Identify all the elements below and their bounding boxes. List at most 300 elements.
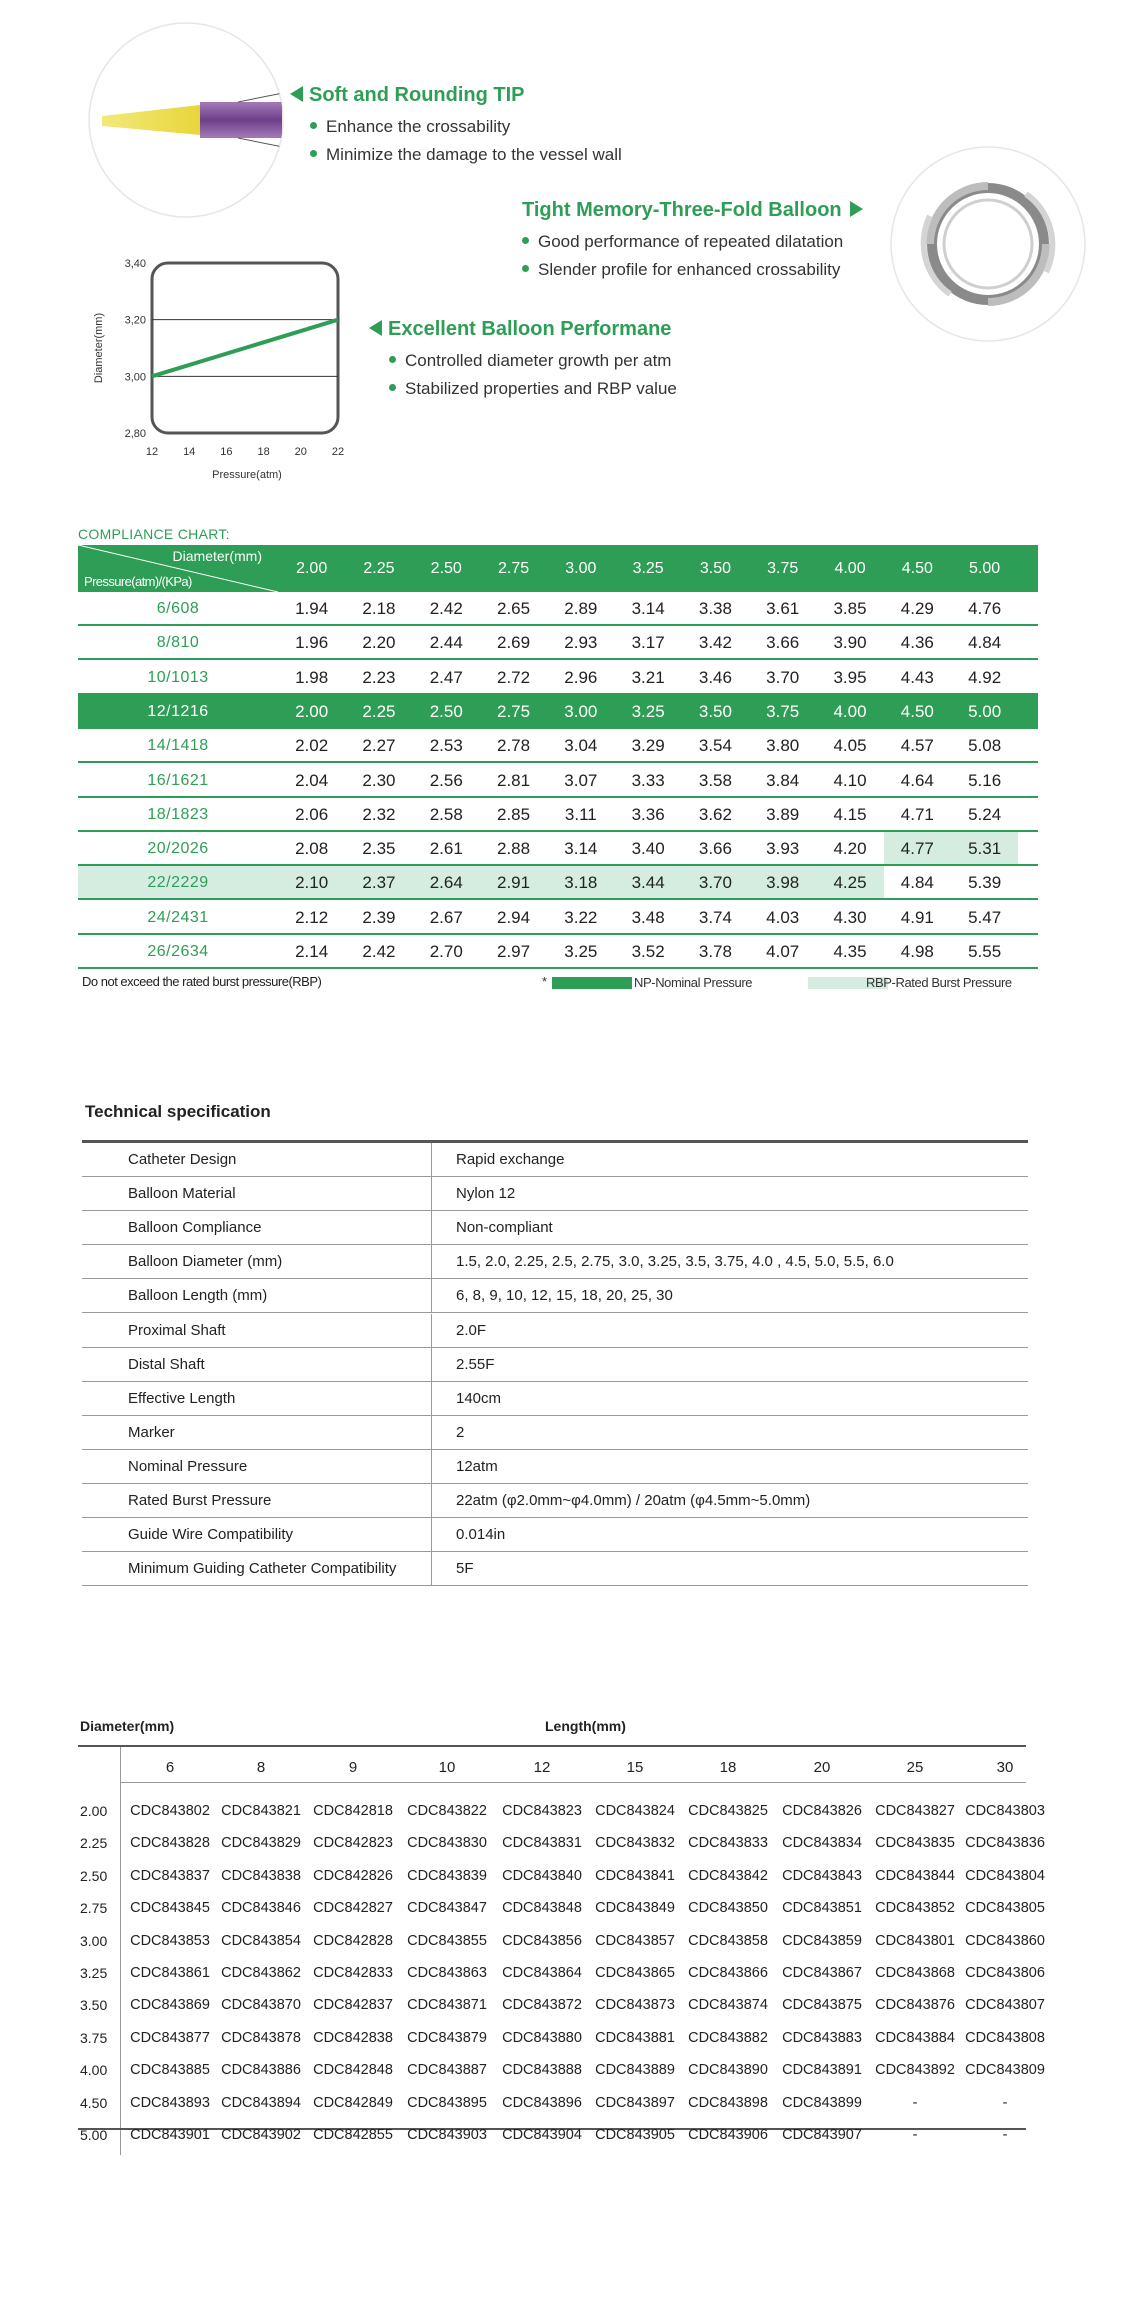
compliance-value-cell: 2.14 (295, 942, 329, 961)
chart-ylabel: Diameter(mm) (93, 312, 105, 384)
catalog-code-cell: CDC843902 (221, 2127, 301, 2143)
spec-key: Guide Wire Compatibility (82, 1518, 432, 1551)
compliance-pressure-cell: 24/2431 (147, 908, 209, 926)
corner-pressure-label: Pressure(atm)/(KPa) (84, 574, 192, 589)
corner-diameter-label: Diameter(mm) (172, 548, 262, 564)
catalog-code-cell: CDC843885 (130, 2062, 210, 2079)
spec-value: 0.014in (456, 1526, 506, 1544)
catalog-code-cell: CDC843892 (875, 2062, 955, 2079)
chart-xtick-label: 20 (294, 446, 307, 458)
arrow-left-icon (290, 86, 303, 102)
compliance-value-cell: 5.24 (968, 804, 1002, 824)
catalog-code-cell: CDC843837 (130, 1867, 210, 1884)
spec-key: Distal Shaft (82, 1348, 432, 1381)
bullet-item: Stabilized properties and RBP value (389, 375, 677, 403)
compliance-value-cell: 3.33 (631, 770, 665, 790)
compliance-pressure-cell: 22/2229 (78, 866, 278, 898)
compliance-value-cell: 4.92 (968, 667, 1002, 687)
catalog-length-col-header: 15 (626, 1759, 644, 1776)
compliance-value-cell: 4.15 (833, 804, 867, 824)
compliance-value-cell: 5.16 (968, 770, 1002, 790)
compliance-value-cell: 3.74 (698, 907, 732, 927)
catalog-code-cell: CDC842828 (313, 1932, 393, 1949)
feature-tip-bullets (310, 113, 622, 169)
catalog-code-cell: CDC843806 (965, 1965, 1045, 1981)
catalog-code-cell: CDC843850 (688, 1900, 768, 1917)
catalog-code-cell: CDC843889 (595, 2062, 675, 2079)
catalog-length-col-header: 30 (996, 1759, 1014, 1776)
compliance-value-cell: 4.10 (833, 770, 867, 790)
spec-key: Balloon Compliance (82, 1211, 432, 1244)
spec-row (82, 1143, 1028, 1177)
compliance-value-cell: 3.14 (631, 599, 665, 618)
compliance-value-cell: 4.00 (833, 701, 867, 721)
catalog-code-cell: CDC843839 (407, 1867, 487, 1884)
compliance-value-cell: 2.94 (496, 907, 531, 927)
compliance-value-cell: 2.65 (496, 599, 531, 618)
catalog-code-cell: CDC843874 (688, 1997, 768, 2014)
tip-illustration (88, 22, 284, 218)
compliance-value-cell: 2.00 (295, 701, 329, 721)
compliance-value-cell: 3.38 (698, 599, 732, 618)
compliance-value-cell: 2.69 (496, 633, 531, 653)
catalog-code-cell: CDC843859 (782, 1932, 862, 1949)
compliance-value-cell: 4.03 (766, 907, 800, 927)
catalog-diameter-cell: 2.50 (80, 1867, 108, 1884)
compliance-value-cell: 3.17 (631, 633, 665, 653)
catalog-code-cell: CDC843865 (595, 1965, 675, 1981)
compliance-value-cell: 2.27 (362, 736, 396, 756)
compliance-value-cell: 4.25 (816, 866, 883, 898)
spec-title: Technical specification (85, 1102, 271, 1121)
catalog-top-rule (78, 1745, 1026, 1747)
catalog-code-cell: CDC843903 (407, 2127, 487, 2143)
catalog-code-cell: CDC843832 (595, 1835, 675, 1852)
compliance-value-cell: 4.77 (884, 832, 951, 864)
feature-balloon (522, 199, 863, 284)
catalog-code-cell: CDC843830 (407, 1835, 487, 1852)
compliance-value-cell: 5.55 (968, 942, 1002, 961)
chart-xtick-label: 18 (257, 446, 270, 458)
catalog-diameter-cell: 2.25 (80, 1835, 108, 1852)
compliance-value-cell: 2.25 (362, 701, 396, 721)
catalog-code-cell: CDC842855 (313, 2127, 393, 2143)
compliance-value-cell: 2.12 (295, 907, 329, 927)
compliance-value-cell: 2.44 (429, 633, 463, 653)
catalog-length-col-header: 25 (906, 1759, 924, 1776)
chart-svg (80, 255, 370, 495)
catalog-code-cell: CDC843844 (875, 1867, 955, 1884)
catalog-code-cell: CDC843829 (221, 1835, 301, 1852)
compliance-value-cell: 4.20 (833, 839, 867, 859)
catalog-row (78, 1989, 1048, 2021)
compliance-pressure-cell: 14/1418 (147, 737, 209, 755)
spec-row (82, 1552, 1028, 1586)
catalog-code-cell: CDC843826 (782, 1803, 862, 1819)
catalog-code-cell: CDC843884 (875, 2029, 955, 2046)
compliance-value-cell: 5.47 (968, 907, 1002, 927)
catalog-code-cell: CDC843807 (965, 1997, 1045, 2014)
compliance-row (78, 695, 1038, 729)
catalog-code-cell: CDC842838 (313, 2029, 393, 2046)
legend-asterisk: * (542, 974, 548, 989)
compliance-value-cell: 3.50 (698, 701, 732, 721)
catalog-diameter-cell: 3.75 (80, 2029, 108, 2046)
spec-key: Balloon Length (mm) (82, 1279, 432, 1312)
compliance-value-cell: 2.81 (496, 770, 531, 790)
catalog-code-cell: CDC843860 (965, 1932, 1045, 1949)
catalog-code-cell: CDC843855 (407, 1932, 487, 1949)
compliance-value-cell: 4.64 (900, 770, 934, 790)
spec-value: 2.0F (456, 1321, 487, 1339)
compliance-value-cell: 2.35 (362, 839, 396, 859)
compliance-value-cell: 3.52 (631, 942, 665, 961)
catalog-code-cell: CDC843835 (875, 1835, 955, 1852)
compliance-pressure-cell: 8/810 (156, 634, 200, 652)
compliance-value-cell: 4.05 (833, 736, 867, 756)
compliance-value-cell: 2.75 (496, 701, 531, 721)
compliance-pressure-cell: 18/1823 (147, 805, 209, 823)
compliance-value-cell: 2.64 (413, 866, 480, 898)
chart-ytick-label: 3,20 (124, 314, 146, 327)
compliance-value-cell: 4.57 (900, 736, 934, 756)
compliance-value-cell: 2.91 (480, 866, 547, 898)
catalog-length-col-header: 12 (533, 1759, 551, 1776)
compliance-value-cell: 3.75 (766, 701, 800, 721)
spec-key: Marker (82, 1416, 432, 1449)
catalog-diameter-cell: 3.50 (80, 1997, 108, 2014)
catalog-code-cell: CDC843881 (595, 2029, 675, 2046)
spec-row (82, 1245, 1028, 1279)
compliance-row (78, 832, 1038, 866)
catalog-code-cell: CDC843890 (688, 2062, 768, 2079)
compliance-value-cell: 3.61 (766, 599, 800, 618)
compliance-value-cell: 3.84 (766, 770, 800, 790)
spec-key: Balloon Material (82, 1177, 432, 1210)
catheter-tip-icon (88, 22, 284, 218)
compliance-value-cell: 3.46 (698, 667, 732, 687)
catalog-code-cell: CDC842823 (313, 1835, 393, 1852)
compliance-value-cell: 2.47 (429, 667, 463, 687)
spec-row (82, 1211, 1028, 1245)
legend-rbp-label: RBP-Rated Burst Pressure (866, 975, 1012, 990)
catalog-code-cell: CDC843833 (688, 1835, 768, 1852)
spec-value: 140cm (456, 1389, 502, 1407)
compliance-header (78, 545, 1038, 592)
feature-balloon-title: Tight Memory-Three-Fold Balloon (522, 199, 863, 222)
spec-row (82, 1348, 1028, 1382)
catalog-diameter-cell: 3.00 (80, 1932, 108, 1949)
compliance-diameter-header: 2.00 (296, 560, 328, 577)
compliance-value-cell: 2.30 (362, 770, 396, 790)
compliance-value-cell: 2.78 (496, 736, 531, 756)
spec-value: 5F (456, 1560, 474, 1578)
catalog-code-cell: CDC843825 (688, 1803, 768, 1819)
compliance-value-cell: 3.93 (766, 839, 800, 859)
catalog-code-cell: CDC843858 (688, 1932, 768, 1949)
compliance-value-cell: 3.21 (631, 667, 665, 687)
spec-value: 2 (456, 1423, 465, 1441)
chart-xtick-label: 14 (183, 446, 196, 458)
catalog-code-cell: CDC842833 (313, 1965, 393, 1981)
catalog-code-cell: CDC843827 (875, 1803, 955, 1819)
chart-xtick-label: 16 (220, 446, 233, 458)
compliance-value-cell: 3.54 (698, 736, 732, 756)
spec-key: Catheter Design (82, 1143, 432, 1176)
catalog-diameter-cell: 4.00 (80, 2062, 108, 2079)
catalog-code-cell: CDC843804 (965, 1867, 1045, 1884)
catalog-row (78, 2054, 1048, 2086)
compliance-chart-label: COMPLIANCE CHART: (78, 526, 230, 542)
spec-row (82, 1450, 1028, 1484)
catalog-code-cell: CDC843882 (688, 2029, 768, 2046)
catalog-code-cell: CDC843871 (407, 1997, 487, 2014)
feature-balloon-bullets (522, 228, 863, 284)
compliance-value-cell: 2.61 (429, 839, 463, 859)
catalog-code-cell: CDC843854 (221, 1932, 301, 1949)
compliance-value-cell: 3.62 (698, 804, 732, 824)
catalog-code-cell: CDC843841 (595, 1867, 675, 1884)
compliance-value-cell: 5.00 (968, 701, 1002, 721)
catalog-row (78, 1795, 1048, 1827)
spec-value: Nylon 12 (456, 1185, 516, 1203)
catalog-code-cell: CDC843838 (221, 1867, 301, 1884)
compliance-value-cell: 3.42 (698, 633, 732, 653)
bullet-item: Slender profile for enhanced crossability (522, 256, 863, 284)
compliance-value-cell: 3.66 (698, 839, 732, 859)
compliance-value-cell: 2.32 (362, 804, 396, 824)
chart-ytick-label: 2,80 (124, 428, 146, 440)
compliance-diameter-header: 3.50 (699, 560, 731, 577)
catalog-code-cell: CDC843872 (502, 1997, 582, 2014)
chart-xtick-label: 12 (145, 446, 159, 458)
compliance-value-cell: 3.48 (631, 907, 665, 927)
catalog-code-cell: CDC843883 (782, 2029, 862, 2046)
spec-key: Balloon Diameter (mm) (82, 1245, 432, 1278)
spec-value: 12atm (456, 1457, 498, 1475)
catalog-length-col-header: 6 (165, 1759, 175, 1776)
catalog-code-cell: CDC842848 (313, 2062, 393, 2079)
arrow-left-icon (369, 320, 382, 336)
compliance-pressure-cell: 12/1216 (147, 702, 209, 720)
spec-value: 1.5, 2.0, 2.25, 2.5, 2.75, 3.0, 3.25, 3.5, 3.75, 4.0 , 4.5, 5.0, 5.5, 6.0 (456, 1253, 894, 1271)
compliance-value-cell: 3.80 (766, 736, 800, 756)
compliance-value-cell: 2.42 (429, 599, 463, 618)
catalog-code-cell: CDC843809 (965, 2062, 1045, 2079)
spec-value: 6, 8, 9, 10, 12, 15, 18, 20, 25, 30 (456, 1287, 673, 1305)
feature-performance-bullets (389, 347, 677, 403)
bullet-item: Enhance the crossability (310, 113, 622, 141)
compliance-diameter-header: 2.75 (497, 560, 530, 577)
catalog-row (78, 1827, 1048, 1859)
catalog-length-col-header: 18 (719, 1759, 737, 1776)
catalog-row (78, 1957, 1048, 1989)
catalog-code-cell: CDC843907 (782, 2127, 862, 2143)
catalog-code-cell: CDC843834 (782, 1835, 862, 1852)
catalog-length-col-header: 20 (813, 1759, 831, 1776)
compliance-pressure-cell: 26/2634 (147, 943, 209, 960)
compliance-value-cell: 2.58 (429, 804, 463, 824)
compliance-value-cell: 2.06 (295, 804, 329, 824)
catalog-code-cell: CDC843894 (221, 2094, 301, 2111)
catalog-code-cell: CDC843905 (595, 2127, 675, 2143)
compliance-value-cell: 3.58 (698, 770, 732, 790)
spec-row (82, 1484, 1028, 1518)
catalog-row (78, 2119, 1048, 2151)
compliance-row (78, 764, 1038, 798)
catalog-code-cell: CDC843836 (965, 1835, 1045, 1852)
compliance-value-cell: 3.85 (833, 599, 867, 618)
compliance-row (78, 626, 1038, 660)
catalog-code-cell: CDC842826 (313, 1867, 393, 1884)
compliance-pressure-cell: 10/1013 (147, 668, 209, 686)
catalog-code-cell: CDC843801 (875, 1932, 955, 1949)
compliance-value-cell: 3.70 (682, 866, 749, 898)
catalog-header-rule (120, 1782, 1026, 1783)
compliance-value-cell: 3.18 (547, 866, 614, 898)
compliance-row (78, 866, 1038, 900)
compliance-value-cell: 3.40 (631, 839, 665, 859)
compliance-value-cell: 2.20 (362, 633, 396, 653)
catalog-code-cell: CDC843852 (875, 1900, 955, 1917)
compliance-value-cell: 4.07 (766, 942, 800, 961)
catalog-code-cell: CDC843849 (595, 1900, 675, 1917)
chart-xtick-label: 22 (331, 446, 345, 458)
compliance-value-cell: 3.90 (833, 633, 867, 653)
legend-np-swatch (552, 977, 632, 989)
spec-row (82, 1177, 1028, 1211)
catalog-code-cell: CDC843845 (130, 1900, 210, 1917)
compliance-value-cell: 3.36 (631, 804, 665, 824)
compliance-diameter-header: 2.50 (430, 560, 462, 577)
catalog-code-cell: CDC843877 (130, 2029, 210, 2046)
catalog-code-cell: CDC842827 (313, 1900, 393, 1917)
compliance-value-cell: 2.67 (429, 907, 463, 927)
compliance-value-cell: 4.29 (900, 599, 934, 618)
spec-key: Nominal Pressure (82, 1450, 432, 1483)
compliance-value-cell: 2.08 (295, 839, 329, 859)
catalog-code-cell: CDC843896 (502, 2094, 582, 2111)
compliance-row (78, 798, 1038, 832)
compliance-value-cell: 2.42 (362, 942, 396, 961)
compliance-row (78, 661, 1038, 695)
catalog-diameter-cell: 3.25 (80, 1965, 108, 1981)
balloon-illustration (890, 146, 1086, 342)
compliance-value-cell: 3.70 (766, 667, 800, 687)
compliance-value-cell: 2.53 (429, 736, 463, 756)
catalog-code-cell: CDC843867 (782, 1965, 862, 1981)
bullet-item: Minimize the damage to the vessel wall (310, 141, 622, 169)
catalog-code-cell: - (912, 2094, 918, 2111)
catalog-code-cell: CDC843823 (502, 1803, 582, 1819)
compliance-value-cell: 4.30 (833, 907, 867, 927)
catalog-code-cell: CDC843856 (502, 1932, 582, 1949)
catalog-code-cell: CDC843878 (221, 2029, 301, 2046)
catalog-code-cell: CDC843864 (502, 1965, 582, 1981)
compliance-value-cell: 2.72 (496, 667, 531, 687)
compliance-value-cell: 3.44 (614, 866, 681, 898)
compliance-value-cell: 2.37 (345, 866, 412, 898)
catalog-row (78, 2022, 1048, 2054)
spec-value: Rapid exchange (456, 1151, 565, 1168)
catalog-code-cell: CDC842837 (313, 1997, 393, 2014)
catalog-code-cell: CDC843901 (130, 2127, 210, 2143)
compliance-diameter-header: 4.00 (834, 560, 866, 577)
catalog-code-cell: CDC843828 (130, 1835, 210, 1852)
catalog-code-cell: - (1002, 2127, 1008, 2143)
compliance-value-cell: 3.25 (631, 701, 665, 721)
catalog-code-cell: CDC843873 (595, 1997, 675, 2014)
chart-ytick-label: 3,40 (124, 258, 146, 270)
compliance-value-cell: 4.76 (968, 599, 1002, 618)
compliance-value-cell: 3.98 (749, 866, 816, 898)
folded-balloon-icon (890, 146, 1086, 342)
compliance-diameter-header: 5.00 (969, 560, 1001, 577)
catalog-code-cell: CDC842818 (313, 1803, 393, 1819)
catalog-code-cell: CDC843822 (407, 1803, 487, 1819)
compliance-value-cell: 2.56 (429, 770, 463, 790)
catalog-code-cell: CDC843848 (502, 1900, 582, 1917)
feature-tip (290, 84, 622, 169)
compliance-footnote: Do not exceed the rated burst pressure(RBP) (82, 974, 322, 989)
catalog-code-cell: CDC843893 (130, 2094, 210, 2111)
catalog-row (78, 1925, 1048, 1957)
compliance-pressure-cell: 20/2026 (147, 840, 209, 858)
catalog-code-cell: CDC843886 (221, 2062, 301, 2079)
compliance-value-cell: 3.00 (564, 701, 598, 721)
spec-row (82, 1279, 1028, 1313)
spec-key: Rated Burst Pressure (82, 1484, 432, 1517)
catalog-length-col-header: 10 (438, 1759, 456, 1776)
catalog-code-cell: CDC843879 (407, 2029, 487, 2046)
compliance-value-cell: 4.36 (900, 633, 934, 653)
catalog-code-cell: CDC843888 (502, 2062, 582, 2079)
catalog-length-col-header: 9 (348, 1759, 358, 1776)
compliance-value-cell: 4.71 (900, 804, 934, 824)
catalog-code-cell: CDC843895 (407, 2094, 487, 2111)
compliance-diameter-header: 3.75 (767, 560, 799, 577)
legend (540, 974, 1038, 992)
compliance-value-cell: 2.50 (429, 701, 463, 721)
catalog-code-cell: CDC843898 (688, 2094, 768, 2111)
catalog-code-cell: CDC843803 (965, 1803, 1045, 1819)
compliance-corner (78, 545, 278, 592)
compliance-value-cell: 3.14 (564, 839, 598, 859)
catalog-code-cell: CDC843863 (407, 1965, 487, 1981)
compliance-value-cell: 2.39 (362, 907, 396, 927)
catalog-code-cell: CDC843821 (221, 1803, 301, 1819)
bullet-item: Controlled diameter growth per atm (389, 347, 677, 375)
compliance-value-cell: 4.35 (833, 942, 867, 961)
compliance-diameter-header: 2.25 (363, 560, 395, 577)
spec-key: Minimum Guiding Catheter Compatibility (82, 1552, 432, 1585)
catalog-code-cell: CDC843843 (782, 1867, 862, 1884)
catalog-code-cell: CDC843851 (782, 1900, 862, 1917)
catalog-diameter-cell: 2.75 (80, 1900, 108, 1917)
legend-np-label: NP-Nominal Pressure (634, 975, 753, 990)
compliance-value-cell: 2.02 (295, 736, 329, 756)
catalog-diameter-cell: 4.50 (80, 2094, 108, 2111)
spec-row (82, 1416, 1028, 1450)
compliance-value-cell: 2.85 (496, 804, 531, 824)
compliance-value-cell: 2.89 (564, 599, 598, 618)
catalog-code-cell: CDC843876 (875, 1997, 955, 2014)
catalog-code-cell: CDC843840 (502, 1867, 582, 1884)
compliance-value-cell: 3.66 (766, 633, 800, 653)
spec-row (82, 1382, 1028, 1416)
catalog-code-cell: CDC843824 (595, 1803, 675, 1819)
catalog-code-cell: CDC843906 (688, 2127, 768, 2143)
